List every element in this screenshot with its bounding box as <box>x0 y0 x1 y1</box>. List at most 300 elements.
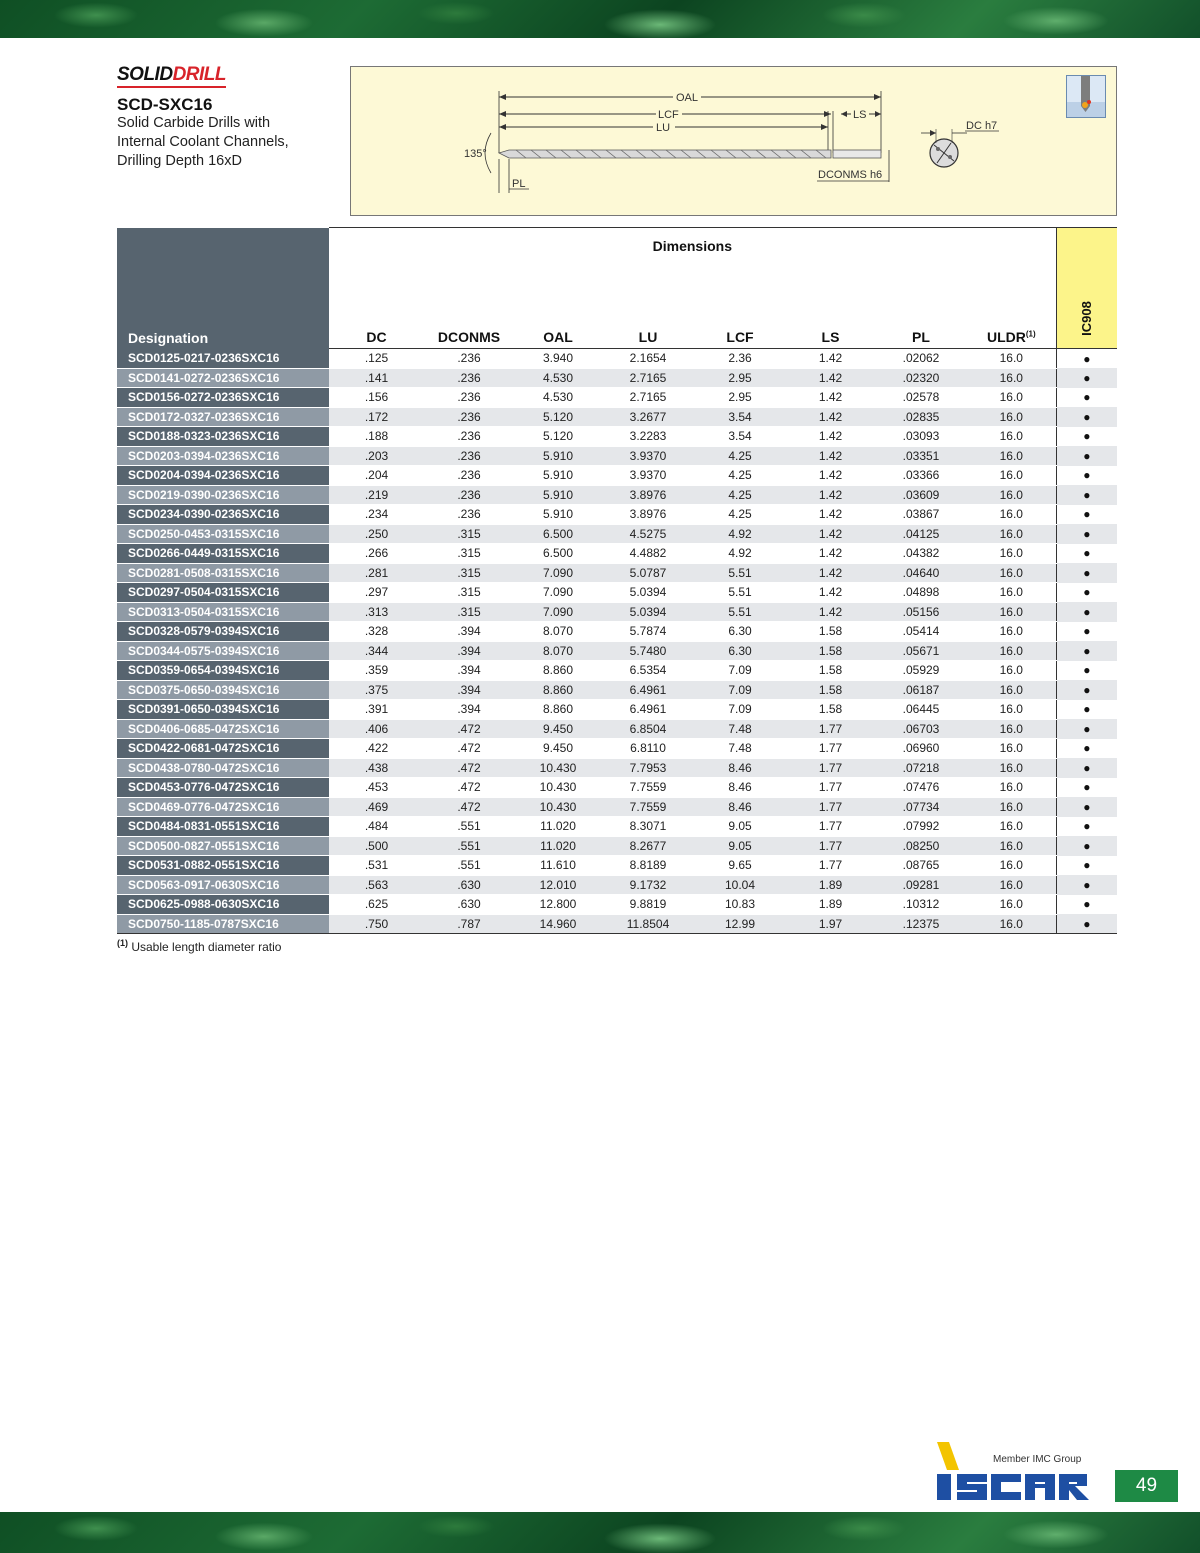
dimension-cell: 12.99 <box>694 914 786 934</box>
dimension-cell: 2.95 <box>694 388 786 408</box>
footnote <box>117 938 281 954</box>
dimension-cell: .472 <box>424 739 514 759</box>
grade-availability-cell: ● <box>1056 719 1117 739</box>
dimension-cell: 12.800 <box>514 895 602 915</box>
dimension-cell: 5.0394 <box>602 602 694 622</box>
dimension-cell: 16.0 <box>967 446 1056 466</box>
designation-cell: SCD0469-0776-0472SXC16 <box>117 797 329 817</box>
dimension-cell: 6.500 <box>514 544 602 564</box>
designation-cell: SCD0203-0394-0236SXC16 <box>117 446 329 466</box>
table-row <box>117 349 1117 369</box>
table-row <box>117 622 1117 642</box>
dimension-cell: 5.51 <box>694 563 786 583</box>
dimension-cell: 9.05 <box>694 836 786 856</box>
dimension-cell: 16.0 <box>967 700 1056 720</box>
table-row <box>117 817 1117 837</box>
dimension-cell: .188 <box>329 427 424 447</box>
dimension-cell: .06960 <box>875 739 967 759</box>
dimension-cell: 1.58 <box>786 700 875 720</box>
dimension-cell: .04125 <box>875 524 967 544</box>
dimension-cell: .236 <box>424 485 514 505</box>
dimension-cell: 2.7165 <box>602 388 694 408</box>
dimension-cell: .787 <box>424 914 514 934</box>
grade-availability-cell: ● <box>1056 524 1117 544</box>
dimension-cell: 4.530 <box>514 368 602 388</box>
spec-table-body <box>117 349 1117 934</box>
dimension-cell: .422 <box>329 739 424 759</box>
table-row <box>117 368 1117 388</box>
dimension-cell: 7.48 <box>694 719 786 739</box>
dimension-cell: 7.090 <box>514 602 602 622</box>
dimension-cell: .03867 <box>875 505 967 525</box>
dimension-cell: 5.51 <box>694 583 786 603</box>
dimension-cell: .219 <box>329 485 424 505</box>
dimension-cell: 16.0 <box>967 602 1056 622</box>
dimension-cell: 8.070 <box>514 622 602 642</box>
designation-cell: SCD0297-0504-0315SXC16 <box>117 583 329 603</box>
coolant-drill-icon <box>1066 75 1106 118</box>
table-row <box>117 739 1117 759</box>
dimension-cell: 16.0 <box>967 661 1056 681</box>
designation-cell: SCD0313-0504-0315SXC16 <box>117 602 329 622</box>
dimension-cell: 8.8189 <box>602 856 694 876</box>
dimension-cell: 7.7559 <box>602 778 694 798</box>
dimension-cell: 3.8976 <box>602 505 694 525</box>
dimension-cell: 8.3071 <box>602 817 694 837</box>
designation-cell: SCD0625-0988-0630SXC16 <box>117 895 329 915</box>
dc-label: DC h7 <box>966 120 998 132</box>
dimension-cell: .236 <box>424 446 514 466</box>
dimension-cell: 16.0 <box>967 739 1056 759</box>
grade-availability-cell: ● <box>1056 427 1117 447</box>
dimension-cell: .05414 <box>875 622 967 642</box>
dimension-cell: 4.25 <box>694 466 786 486</box>
dimension-cell: .172 <box>329 407 424 427</box>
table-row <box>117 778 1117 798</box>
dimension-cell: 1.42 <box>786 466 875 486</box>
dimension-cell: 12.010 <box>514 875 602 895</box>
designation-cell: SCD0156-0272-0236SXC16 <box>117 388 329 408</box>
dimension-cell: 16.0 <box>967 641 1056 661</box>
table-row <box>117 563 1117 583</box>
dimension-cell: 16.0 <box>967 466 1056 486</box>
designation-cell: SCD0328-0579-0394SXC16 <box>117 622 329 642</box>
lu-label: LU <box>656 122 671 134</box>
dimension-cell: 16.0 <box>967 875 1056 895</box>
table-row <box>117 446 1117 466</box>
dimension-cell: .266 <box>329 544 424 564</box>
table-row <box>117 661 1117 681</box>
footnote-mark: (1) <box>117 938 128 948</box>
dimension-cell: 8.860 <box>514 680 602 700</box>
dimension-cell: 6.8110 <box>602 739 694 759</box>
dimension-cell: 16.0 <box>967 427 1056 447</box>
dimension-cell: 5.51 <box>694 602 786 622</box>
dimension-cell: 2.7165 <box>602 368 694 388</box>
dimension-cell: .236 <box>424 505 514 525</box>
dimension-cell: 4.4882 <box>602 544 694 564</box>
description-line: Solid Carbide Drills with <box>117 115 271 131</box>
dimension-cell: 16.0 <box>967 719 1056 739</box>
dimension-cell: .359 <box>329 661 424 681</box>
dimension-cell: 1.58 <box>786 680 875 700</box>
table-row <box>117 895 1117 915</box>
dimension-cell: .05929 <box>875 661 967 681</box>
table-row <box>117 856 1117 876</box>
dimension-cell: .394 <box>424 680 514 700</box>
top-leaf-banner <box>0 0 1200 38</box>
dimension-cell: .08765 <box>875 856 967 876</box>
col-header-ls: LS <box>786 323 875 349</box>
dimension-cell: 16.0 <box>967 583 1056 603</box>
grade-availability-cell: ● <box>1056 368 1117 388</box>
dimension-cell: 1.77 <box>786 739 875 759</box>
dimension-cell: .313 <box>329 602 424 622</box>
pl-label: PL <box>512 178 526 190</box>
bottom-leaf-banner <box>0 1512 1200 1553</box>
table-row <box>117 914 1117 934</box>
dimension-cell: .500 <box>329 836 424 856</box>
dimension-cell: 8.070 <box>514 641 602 661</box>
designation-cell: SCD0141-0272-0236SXC16 <box>117 368 329 388</box>
dimension-cell: .394 <box>424 700 514 720</box>
dimension-cell: .236 <box>424 407 514 427</box>
dimension-cell: 6.5354 <box>602 661 694 681</box>
dimension-cell: .05156 <box>875 602 967 622</box>
designation-header: Designation <box>117 228 329 349</box>
dimension-cell: 1.77 <box>786 856 875 876</box>
dimension-cell: .07734 <box>875 797 967 817</box>
dimension-cell: 11.8504 <box>602 914 694 934</box>
dimension-cell: .236 <box>424 388 514 408</box>
dimension-cell: .10312 <box>875 895 967 915</box>
dimension-cell: .05671 <box>875 641 967 661</box>
table-row <box>117 797 1117 817</box>
dimension-cell: 3.8976 <box>602 485 694 505</box>
dimension-cell: 5.910 <box>514 466 602 486</box>
dimension-cell: .03609 <box>875 485 967 505</box>
dimension-cell: 1.42 <box>786 388 875 408</box>
dimension-cell: 16.0 <box>967 680 1056 700</box>
dimension-cell: 7.09 <box>694 661 786 681</box>
dimension-cell: .234 <box>329 505 424 525</box>
designation-cell: SCD0391-0650-0394SXC16 <box>117 700 329 720</box>
dimension-cell: 4.92 <box>694 544 786 564</box>
description-line: Drilling Depth 16xD <box>117 153 242 169</box>
dimension-cell: .469 <box>329 797 424 817</box>
dimension-cell: .328 <box>329 622 424 642</box>
dimension-cell: .02320 <box>875 368 967 388</box>
spec-table <box>117 227 1117 934</box>
dimension-cell: 16.0 <box>967 524 1056 544</box>
designation-cell: SCD0204-0394-0236SXC16 <box>117 466 329 486</box>
dimension-cell: 8.46 <box>694 797 786 817</box>
dimension-cell: 9.05 <box>694 817 786 837</box>
dimension-cell: .394 <box>424 622 514 642</box>
dimension-cell: 16.0 <box>967 388 1056 408</box>
table-row <box>117 700 1117 720</box>
grade-availability-cell: ● <box>1056 661 1117 681</box>
dimension-cell: 1.42 <box>786 544 875 564</box>
dimension-cell: .236 <box>424 427 514 447</box>
dimension-cell: 11.020 <box>514 836 602 856</box>
dimension-cell: 9.65 <box>694 856 786 876</box>
dimension-cell: .03093 <box>875 427 967 447</box>
dimension-cell: .125 <box>329 349 424 369</box>
grade-availability-cell: ● <box>1056 758 1117 778</box>
dimension-cell: 3.9370 <box>602 466 694 486</box>
product-title: SCD-SXC16 <box>117 95 213 114</box>
dimension-cell: .551 <box>424 836 514 856</box>
dimension-cell: 6.8504 <box>602 719 694 739</box>
dimension-cell: 8.46 <box>694 758 786 778</box>
dimension-cell: .484 <box>329 817 424 837</box>
dimension-cell: .06703 <box>875 719 967 739</box>
dimension-cell: .630 <box>424 895 514 915</box>
footnote-text: Usable length diameter ratio <box>128 940 282 954</box>
grade-availability-cell: ● <box>1056 602 1117 622</box>
table-row <box>117 641 1117 661</box>
designation-cell: SCD0484-0831-0551SXC16 <box>117 817 329 837</box>
dimension-cell: .04898 <box>875 583 967 603</box>
dimension-cell: .141 <box>329 368 424 388</box>
dimension-cell: 1.77 <box>786 817 875 837</box>
dimension-cell: 4.25 <box>694 505 786 525</box>
dimension-cell: 16.0 <box>967 758 1056 778</box>
table-row <box>117 427 1117 447</box>
dimension-cell: .04640 <box>875 563 967 583</box>
dimension-cell: .438 <box>329 758 424 778</box>
dimension-cell: 5.7480 <box>602 641 694 661</box>
dimension-cell: 7.7953 <box>602 758 694 778</box>
table-row <box>117 407 1117 427</box>
dimension-cell: 16.0 <box>967 622 1056 642</box>
dimension-cell: 7.090 <box>514 563 602 583</box>
grade-availability-cell: ● <box>1056 583 1117 603</box>
dimension-cell: 16.0 <box>967 836 1056 856</box>
dimension-cell: 9.450 <box>514 739 602 759</box>
dimension-cell: 1.77 <box>786 778 875 798</box>
dimension-cell: 1.42 <box>786 563 875 583</box>
col-header-dconms: DCONMS <box>424 323 514 349</box>
solid-drill-logo: SOLIDDRILL <box>117 64 226 86</box>
table-row <box>117 485 1117 505</box>
grade-availability-cell: ● <box>1056 739 1117 759</box>
dimension-cell: 5.910 <box>514 485 602 505</box>
dimension-cell: 6.30 <box>694 641 786 661</box>
grade-availability-cell: ● <box>1056 349 1117 369</box>
dimension-cell: 1.77 <box>786 797 875 817</box>
grade-availability-cell: ● <box>1056 485 1117 505</box>
grade-label: IC908 <box>1078 301 1094 336</box>
grade-availability-cell: ● <box>1056 641 1117 661</box>
dimension-cell: .315 <box>424 583 514 603</box>
dimension-cell: .03366 <box>875 466 967 486</box>
dimension-cell: 1.77 <box>786 836 875 856</box>
dimension-cell: .315 <box>424 524 514 544</box>
dimension-cell: 5.910 <box>514 446 602 466</box>
dimension-cell: 10.430 <box>514 778 602 798</box>
col-header-dc: DC <box>329 323 424 349</box>
dimension-cell: 8.2677 <box>602 836 694 856</box>
dimension-cell: .06187 <box>875 680 967 700</box>
dimension-cell: .563 <box>329 875 424 895</box>
dimension-cell: 4.530 <box>514 388 602 408</box>
dimension-cell: 5.120 <box>514 407 602 427</box>
dimension-cell: 11.020 <box>514 817 602 837</box>
drill-diagram <box>350 66 1117 216</box>
dimension-cell: .315 <box>424 544 514 564</box>
dimension-cell: .07992 <box>875 817 967 837</box>
dimension-cell: 14.960 <box>514 914 602 934</box>
designation-cell: SCD0219-0390-0236SXC16 <box>117 485 329 505</box>
table-row <box>117 875 1117 895</box>
dimension-cell: 7.090 <box>514 583 602 603</box>
designation-cell: SCD0172-0327-0236SXC16 <box>117 407 329 427</box>
grade-availability-cell: ● <box>1056 446 1117 466</box>
dimension-cell: 16.0 <box>967 563 1056 583</box>
dimension-cell: .551 <box>424 856 514 876</box>
dimension-cell: 16.0 <box>967 407 1056 427</box>
dimension-cell: .315 <box>424 563 514 583</box>
dimension-cell: 6.4961 <box>602 700 694 720</box>
dimension-cell: .236 <box>424 368 514 388</box>
dimension-cell: 3.2283 <box>602 427 694 447</box>
table-row <box>117 505 1117 525</box>
dimension-cell: 16.0 <box>967 368 1056 388</box>
table-row <box>117 524 1117 544</box>
designation-cell: SCD0344-0575-0394SXC16 <box>117 641 329 661</box>
dimension-cell: 3.54 <box>694 407 786 427</box>
dimension-cell: .344 <box>329 641 424 661</box>
angle-label: 135° <box>464 148 487 160</box>
dimension-cell: .472 <box>424 778 514 798</box>
dimension-cell: .08250 <box>875 836 967 856</box>
grade-availability-cell: ● <box>1056 914 1117 934</box>
dimension-cell: .204 <box>329 466 424 486</box>
col-header-lcf: LCF <box>694 323 786 349</box>
dimension-cell: 3.940 <box>514 349 602 369</box>
dimension-cell: 16.0 <box>967 485 1056 505</box>
page-number: 49 <box>1115 1470 1178 1502</box>
dimension-cell: .630 <box>424 875 514 895</box>
dimension-cell: 3.54 <box>694 427 786 447</box>
dimension-cell: 9.450 <box>514 719 602 739</box>
dimension-cell: 6.4961 <box>602 680 694 700</box>
dimension-cell: 16.0 <box>967 778 1056 798</box>
dimension-cell: .02062 <box>875 349 967 369</box>
dimension-cell: 9.1732 <box>602 875 694 895</box>
dimension-cell: .250 <box>329 524 424 544</box>
dimension-cell: 1.58 <box>786 661 875 681</box>
table-row <box>117 388 1117 408</box>
dimension-cell: .551 <box>424 817 514 837</box>
dimension-cell: .750 <box>329 914 424 934</box>
grade-availability-cell: ● <box>1056 680 1117 700</box>
dimension-cell: .406 <box>329 719 424 739</box>
dimension-cell: 7.09 <box>694 700 786 720</box>
designation-cell: SCD0281-0508-0315SXC16 <box>117 563 329 583</box>
grade-availability-cell: ● <box>1056 466 1117 486</box>
dimension-cell: 5.0394 <box>602 583 694 603</box>
dimension-cell: 11.610 <box>514 856 602 876</box>
designation-cell: SCD0438-0780-0472SXC16 <box>117 758 329 778</box>
designation-cell: SCD0500-0827-0551SXC16 <box>117 836 329 856</box>
dimension-cell: 1.42 <box>786 368 875 388</box>
designation-cell: SCD0563-0917-0630SXC16 <box>117 875 329 895</box>
dimension-cell: 4.92 <box>694 524 786 544</box>
grade-availability-cell: ● <box>1056 563 1117 583</box>
dimension-cell: 1.89 <box>786 875 875 895</box>
col-header-uldr: ULDR$^{(1)}$ <box>967 323 1056 349</box>
designation-cell: SCD0234-0390-0236SXC16 <box>117 505 329 525</box>
dimension-cell: 1.89 <box>786 895 875 915</box>
dimension-cell: 2.36 <box>694 349 786 369</box>
dimension-cell: 16.0 <box>967 817 1056 837</box>
grade-availability-cell: ● <box>1056 875 1117 895</box>
dimension-cell: 2.1654 <box>602 349 694 369</box>
dimension-cell: 1.42 <box>786 524 875 544</box>
table-row <box>117 719 1117 739</box>
designation-cell: SCD0188-0323-0236SXC16 <box>117 427 329 447</box>
dimension-cell: .09281 <box>875 875 967 895</box>
designation-cell: SCD0125-0217-0236SXC16 <box>117 349 329 369</box>
dimension-cell: .375 <box>329 680 424 700</box>
grade-availability-cell: ● <box>1056 817 1117 837</box>
dimension-cell: 1.42 <box>786 407 875 427</box>
dimension-cell: .315 <box>424 602 514 622</box>
table-row <box>117 602 1117 622</box>
dimension-cell: 5.910 <box>514 505 602 525</box>
col-header-lu: LU <box>602 323 694 349</box>
dimension-cell: .531 <box>329 856 424 876</box>
col-header-pl: PL <box>875 323 967 349</box>
dimension-cell: 5.120 <box>514 427 602 447</box>
dimension-cell: 5.0787 <box>602 563 694 583</box>
product-description <box>117 114 337 171</box>
dimension-cell: 10.430 <box>514 758 602 778</box>
dimension-cell: 10.430 <box>514 797 602 817</box>
dimension-cell: 6.500 <box>514 524 602 544</box>
dimension-cell: .07476 <box>875 778 967 798</box>
dimension-cell: 9.8819 <box>602 895 694 915</box>
dimension-cell: 1.42 <box>786 602 875 622</box>
grade-availability-cell: ● <box>1056 856 1117 876</box>
dimension-cell: .04382 <box>875 544 967 564</box>
dimension-cell: .07218 <box>875 758 967 778</box>
dimension-cell: 4.25 <box>694 446 786 466</box>
grade-availability-cell: ● <box>1056 797 1117 817</box>
dimension-cell: .236 <box>424 349 514 369</box>
grade-availability-cell: ● <box>1056 505 1117 525</box>
grade-availability-cell: ● <box>1056 388 1117 408</box>
designation-cell: SCD0375-0650-0394SXC16 <box>117 680 329 700</box>
table-row <box>117 680 1117 700</box>
designation-cell: SCD0359-0654-0394SXC16 <box>117 661 329 681</box>
table-row <box>117 836 1117 856</box>
dimension-cell: .625 <box>329 895 424 915</box>
dimension-cell: .472 <box>424 797 514 817</box>
grade-availability-cell: ● <box>1056 895 1117 915</box>
dimension-cell: 7.7559 <box>602 797 694 817</box>
dimension-cell: 1.42 <box>786 485 875 505</box>
dimension-cell: 16.0 <box>967 505 1056 525</box>
dimension-cell: 1.42 <box>786 505 875 525</box>
dimension-cell: 1.42 <box>786 583 875 603</box>
dimension-cell: 8.860 <box>514 700 602 720</box>
dimension-cell: .03351 <box>875 446 967 466</box>
dimension-cell: .12375 <box>875 914 967 934</box>
